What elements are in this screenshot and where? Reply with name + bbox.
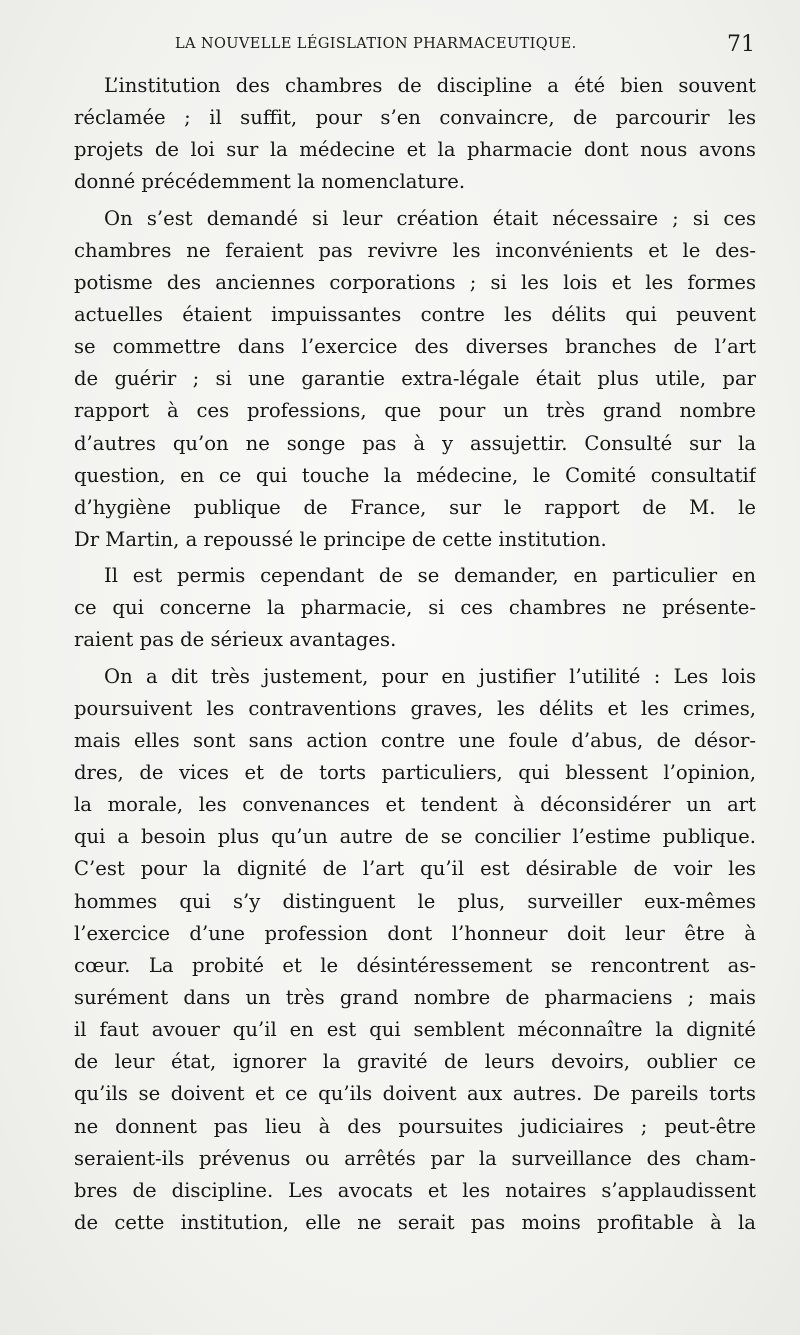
text-line: il faut avouer qu’il en est qui semblent méconnaître la dignité [74, 1018, 756, 1042]
text-line: question, en ce qui touche la médecine, le Comité consultatif [74, 463, 756, 487]
text-line: d’hygiène publique de France, sur le rapport de M. le [74, 495, 756, 519]
text-line: potisme des anciennes corporations ; si les lois et les formes [74, 270, 756, 294]
text-line: projets de loi sur la médecine et la pharmacie dont nous avons [74, 138, 756, 162]
text-line: ce qui concerne la pharmacie, si ces chambres ne présente- [74, 596, 756, 620]
text-line: Dr Martin, a repoussé le principe de cette institution. [74, 527, 607, 551]
text-line: raient pas de sérieux avantages. [74, 628, 397, 652]
body-text [74, 70, 756, 1239]
text-line: poursuivent les contraventions graves, les délits et les crimes, [74, 696, 756, 720]
text-line: l’exercice d’une profession dont l’honneur doit leur être à [74, 921, 756, 945]
paragraph [74, 560, 756, 656]
text-line: de guérir ; si une garantie extra-légale était plus utile, par [74, 367, 756, 391]
text-line: seraient-ils prévenus ou arrêtés par la surveillance des cham- [74, 1146, 756, 1170]
running-title: LA NOUVELLE LÉGISLATION PHARMACEUTIQUE. [175, 36, 577, 52]
text-line: de cette institution, elle ne serait pas moins profitable à la [74, 1210, 756, 1234]
paragraph [74, 661, 756, 1240]
text-line: de leur état, ignorer la gravité de leurs devoirs, oublier ce [74, 1050, 756, 1074]
text-line: surément dans un très grand nombre de pharmaciens ; mais [74, 985, 756, 1009]
text-line: chambres ne feraient pas revivre les inconvénients et le des- [74, 238, 756, 262]
paragraph [74, 203, 756, 557]
text-line: cœur. La probité et le désintéressement se rencontrent as- [74, 953, 756, 977]
text-line: bres de discipline. Les avocats et les notaires s’applaudissent [74, 1178, 756, 1202]
text-line: actuelles étaient impuissantes contre les délits qui peuvent [74, 302, 756, 326]
text-line: On a dit très justement, pour en justifier l’utilité : Les lois [104, 664, 756, 688]
text-line: C’est pour la dignité de l’art qu’il est désirable de voir les [74, 857, 756, 881]
text-line: On s’est demandé si leur création était nécessaire ; si ces [104, 206, 756, 230]
page-number: 71 [727, 32, 755, 57]
text-line: Il est permis cependant de se demander, en particulier en [104, 564, 756, 588]
text-line: qu’ils se doivent et ce qu’ils doivent aux autres. De pareils torts [74, 1082, 756, 1106]
text-line: dres, de vices et de torts particuliers, qui blessent l’opinion, [74, 760, 756, 784]
page-header [175, 32, 755, 62]
text-line: rapport à ces professions, que pour un très grand nombre [74, 399, 756, 423]
text-line: la morale, les convenances et tendent à déconsidérer un art [74, 793, 756, 817]
text-line: qui a besoin plus qu’un autre de se concilier l’estime publique. [74, 825, 756, 849]
text-line: L’institution des chambres de discipline a été bien souvent [104, 74, 756, 97]
text-line: ne donnent pas lieu à des poursuites judiciaires ; peut-être [74, 1114, 756, 1138]
text-line: donné précédemment la nomenclature. [74, 170, 466, 194]
text-line: d’autres qu’on ne songe pas à y assujettir. Consulté sur la [74, 431, 756, 455]
paragraph [74, 70, 756, 199]
text-line: hommes qui s’y distinguent le plus, surveiller eux-mêmes [74, 889, 756, 913]
text-line: réclamée ; il suffit, pour s’en convaincre, de parcourir les [74, 106, 756, 130]
text-line: mais elles sont sans action contre une foule d’abus, de désor- [74, 728, 756, 752]
text-line: se commettre dans l’exercice des diverses branches de l’art [74, 335, 756, 359]
